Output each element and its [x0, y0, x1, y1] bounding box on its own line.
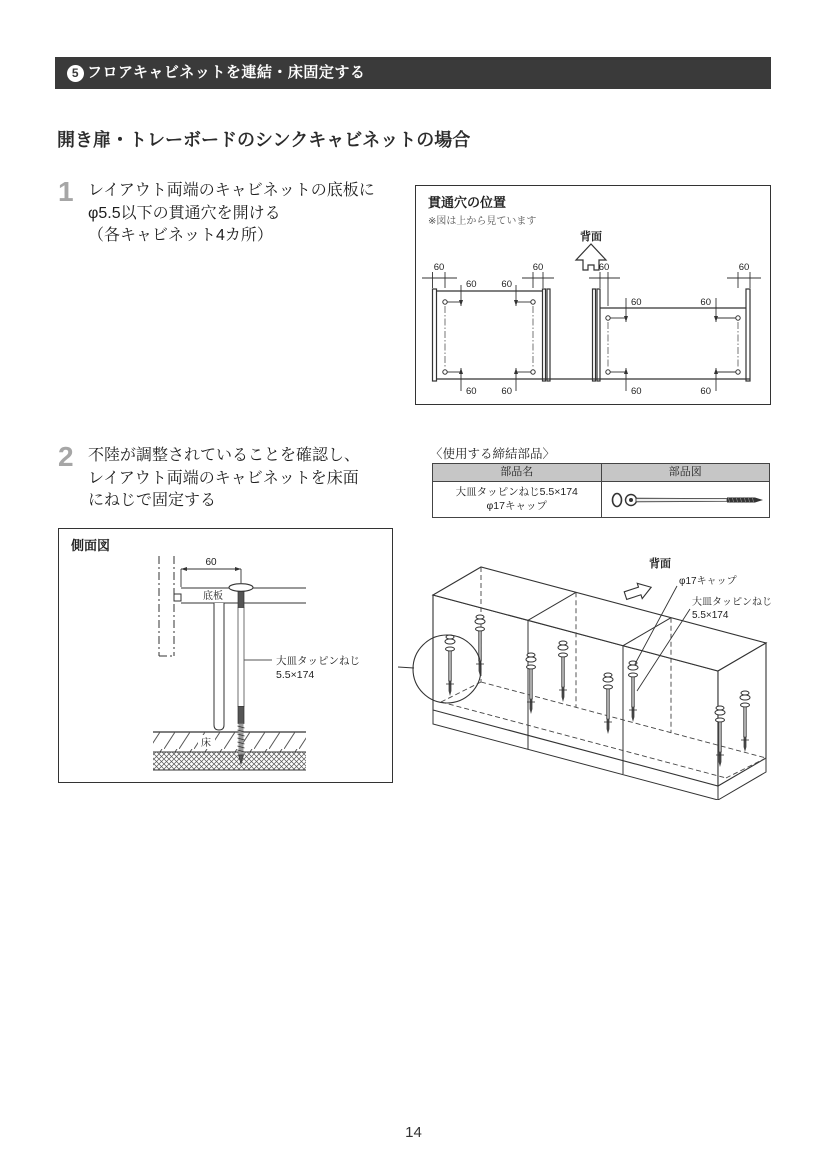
panel-edge-block: [174, 594, 181, 601]
svg-text:60: 60: [700, 386, 711, 397]
dim-arrow-right: [235, 567, 241, 571]
step1-line2: φ5.5以下の貫通穴を開ける: [88, 204, 281, 222]
svg-text:60: 60: [631, 297, 642, 308]
floor-label: 床: [201, 738, 211, 749]
parts-col-name: 部品名: [433, 464, 602, 481]
iso-back-label: 背面: [649, 558, 671, 570]
step2-line1: 不陸が調整されていることを確認し、: [88, 447, 361, 464]
hole-position-note: ※図は上から見ています: [428, 216, 537, 227]
detail-connector-line: [398, 667, 414, 668]
step1-text: [88, 180, 375, 248]
part-name-line2: φ17キャップ: [486, 499, 547, 512]
page-number: 14: [405, 1124, 422, 1141]
svg-text:60: 60: [466, 279, 477, 290]
iso-screw-label-line2: 5.5×174: [692, 610, 729, 621]
svg-text:60: 60: [501, 279, 512, 290]
step1-number: 1: [58, 176, 74, 207]
cabinet-side-cutline: [159, 556, 174, 656]
page-subtitle: 開き扉・トレーボードのシンクキャビネットの場合: [57, 130, 471, 150]
side-view-box: [58, 528, 393, 783]
side-view-title: 側面図: [71, 538, 111, 553]
bottom-dimension-labels: [466, 386, 711, 397]
step2-number: 2: [58, 441, 74, 472]
screw-label-line2: 5.5×174: [276, 669, 315, 681]
offset-dim-label: 60: [205, 557, 217, 568]
screw-with-cap-figure: [605, 486, 765, 514]
parts-table-title: 〈使用する締結部品〉: [430, 447, 556, 461]
svg-text:60: 60: [598, 262, 610, 273]
section-header-bar: [55, 57, 771, 89]
screw-label-line1: 大皿タッピンねじ: [276, 655, 360, 667]
hole-position-title: 貫通穴の位置: [428, 195, 507, 210]
isometric-diagram: [398, 545, 823, 800]
step2-line2: レイアウト両端のキャビネットを床面: [88, 469, 359, 487]
step2-text: [88, 445, 360, 513]
dim-arrowheads: [459, 300, 718, 374]
parts-col-figure: 部品図: [668, 466, 702, 478]
hole-position-box: [415, 185, 771, 405]
bottom-board-label: 底板: [203, 591, 223, 602]
dim-arrow-left: [181, 567, 187, 571]
floor-section: [153, 732, 306, 770]
adjuster-leg: [214, 603, 224, 730]
svg-text:60: 60: [738, 262, 750, 273]
side-view-diagram: [59, 529, 392, 782]
part-name-line1: 大皿タッピンねじ5.5×174: [455, 485, 578, 498]
back-label: 背面: [580, 231, 602, 243]
svg-text:60: 60: [501, 386, 512, 397]
side-dimension-labels: [466, 279, 711, 308]
isometric-view: [398, 545, 823, 800]
svg-text:60: 60: [532, 262, 544, 273]
drill-holes: [443, 300, 740, 374]
parts-table: [432, 463, 770, 518]
iso-screw-label-line1: 大皿タッピンねじ: [692, 597, 772, 608]
hole-centerlines: [445, 306, 738, 368]
offset-dimension: [181, 569, 241, 587]
svg-text:60: 60: [433, 262, 445, 273]
svg-text:60: 60: [700, 297, 711, 308]
section-header-title: フロアキャビネットを連結・床固定する: [87, 64, 366, 81]
step2-line3: にねじで固定する: [88, 492, 217, 510]
step1-line3: （各キャビネット4カ所）: [88, 227, 273, 245]
svg-text:60: 60: [466, 386, 477, 397]
svg-text:60: 60: [631, 386, 642, 397]
parts-table-row: [433, 482, 769, 517]
section-number-badge: 5: [67, 65, 84, 82]
part-name-cell: [433, 482, 602, 517]
parts-table-header: [433, 464, 769, 482]
step1-line1: レイアウト両端のキャビネットの底板に: [88, 182, 375, 199]
cap-label: φ17キャップ: [679, 576, 737, 587]
iso-back-arrow-icon: [623, 580, 654, 604]
part-figure-cell: [602, 482, 770, 517]
